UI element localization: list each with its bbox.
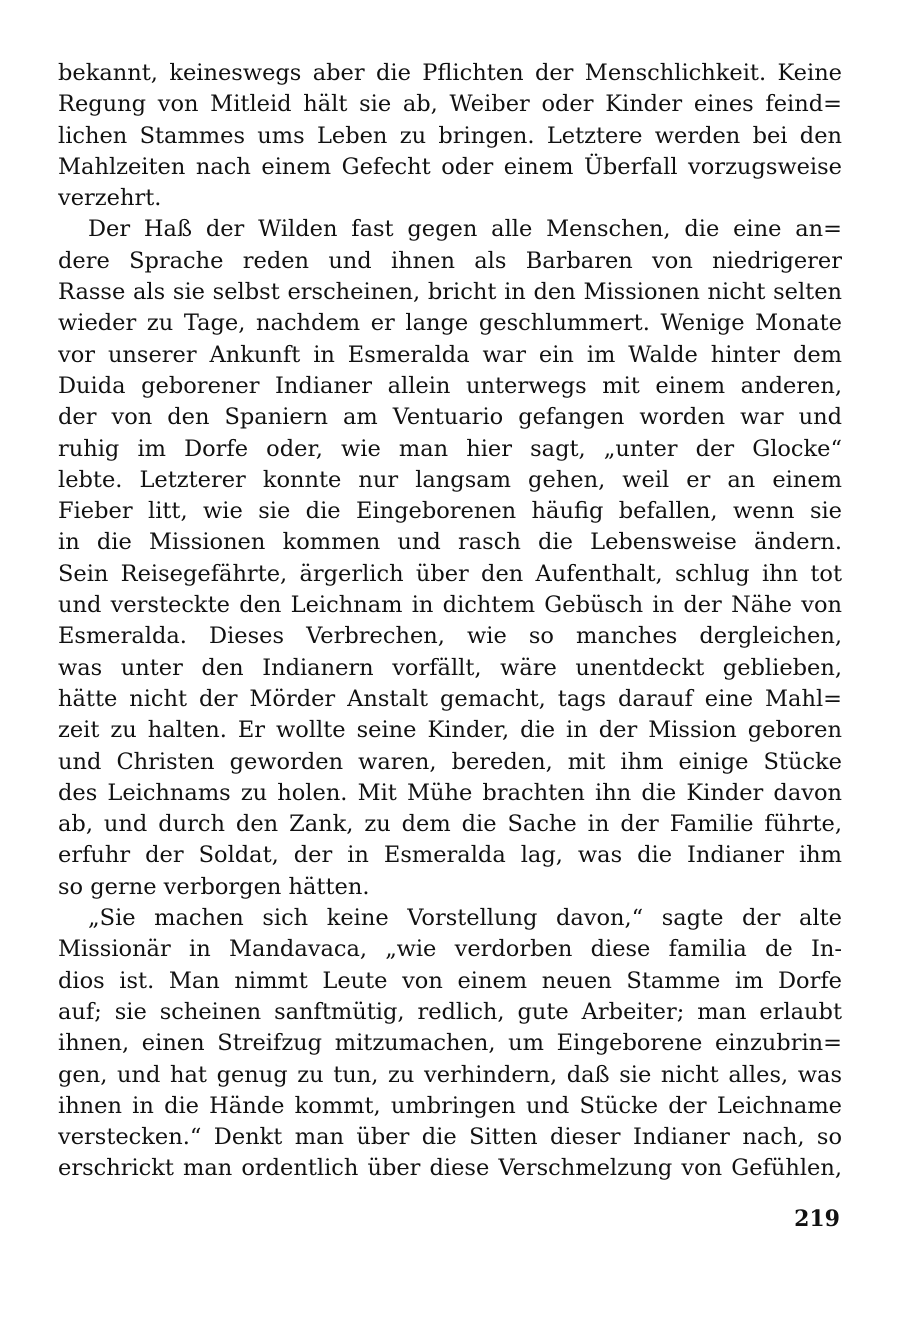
text-line: und Christen geworden waren, bereden, mit ihm einige Stücke	[58, 748, 842, 775]
text-line: des Leichnams zu holen. Mit Mühe brachten ihn die Kinder davon	[58, 779, 842, 806]
text-line: und versteckte den Leichnam in dichtem Gebüsch in der Nähe von	[58, 592, 842, 619]
text-line: Rasse als sie selbst erscheinen, bricht in den Missionen nicht selten	[58, 279, 842, 306]
text-line: Mahlzeiten nach einem Gefecht oder einem Überfall vorzugsweise	[58, 153, 842, 180]
page-number: 219	[794, 1206, 840, 1232]
text-line: auf; sie scheinen sanftmütig, redlich, gute Arbeiter; man erlaubt	[58, 998, 842, 1025]
text-line: Duida geborener Indianer allein unterwegs mit einem anderen,	[58, 372, 842, 399]
text-line: so gerne verborgen hätten.	[58, 873, 370, 900]
text-line: wieder zu Tage, nachdem er lange geschlummert. Wenige Monate	[58, 310, 842, 337]
text-line: vor unserer Ankunft in Esmeralda war ein im Walde hinter dem	[58, 341, 842, 368]
text-line: Regung von Mitleid hält sie ab, Weiber oder Kinder eines feind=	[58, 91, 842, 118]
text-line: dere Sprache reden und ihnen als Barbaren von niedrigerer	[58, 247, 842, 274]
text-line: in die Missionen kommen und rasch die Lebensweise ändern.	[58, 529, 842, 556]
paragraph-1	[58, 58, 842, 214]
text-line: Sein Reisegefährte, ärgerlich über den Aufenthalt, schlug ihn tot	[58, 560, 842, 587]
paragraph-3	[58, 903, 842, 1185]
text-line: was unter den Indianern vorfällt, wäre unentdeckt geblieben,	[58, 654, 842, 681]
paragraph-2	[58, 214, 842, 903]
text-line: zeit zu halten. Er wollte seine Kinder, die in der Mission geboren	[58, 717, 842, 744]
text-line: ihnen in die Hände kommt, umbringen und Stücke der Leichname	[58, 1092, 842, 1119]
text-line: gen, und hat genug zu tun, zu verhindern, daß sie nicht alles, was	[58, 1061, 842, 1088]
book-page	[58, 58, 842, 1228]
text-line: Missionär in Mandavaca, „wie verdorben diese familia de In-	[58, 936, 842, 963]
text-line: hätte nicht der Mörder Anstalt gemacht, tags darauf eine Mahl=	[58, 685, 842, 712]
text-line: ihnen, einen Streifzug mitzumachen, um Eingeborene einzubrin=	[58, 1030, 842, 1057]
text-line: dios ist. Man nimmt Leute von einem neuen Stamme im Dorfe	[58, 967, 842, 994]
text-line: der von den Spaniern am Ventuario gefangen worden war und	[58, 404, 842, 431]
text-line: lebte. Letzterer konnte nur langsam gehen, weil er an einem	[58, 466, 842, 493]
text-line: „Sie machen sich keine Vorstellung davon,“ sagte der alte	[88, 905, 842, 932]
text-line: verzehrt.	[58, 185, 162, 212]
text-line: Esmeralda. Dieses Verbrechen, wie so manches dergleichen,	[58, 623, 842, 650]
text-line: lichen Stammes ums Leben zu bringen. Letztere werden bei den	[58, 122, 842, 149]
text-line: ruhig im Dorfe oder, wie man hier sagt, „unter der Glocke“	[58, 435, 842, 462]
text-line: erschrickt man ordentlich über diese Verschmelzung von Gefühlen,	[58, 1155, 842, 1182]
text-line: Der Haß der Wilden fast gegen alle Menschen, die eine an=	[88, 216, 842, 243]
text-line: erfuhr der Soldat, der in Esmeralda lag, was die Indianer ihm	[58, 842, 842, 869]
text-line: verstecken.“ Denkt man über die Sitten dieser Indianer nach, so	[58, 1124, 842, 1151]
text-line: Fieber litt, wie sie die Eingeborenen häufig befallen, wenn sie	[58, 498, 842, 525]
text-line: bekannt, keineswegs aber die Pflichten der Menschlichkeit. Keine	[58, 60, 842, 86]
text-line: ab, und durch den Zank, zu dem die Sache in der Familie führte,	[58, 811, 842, 838]
